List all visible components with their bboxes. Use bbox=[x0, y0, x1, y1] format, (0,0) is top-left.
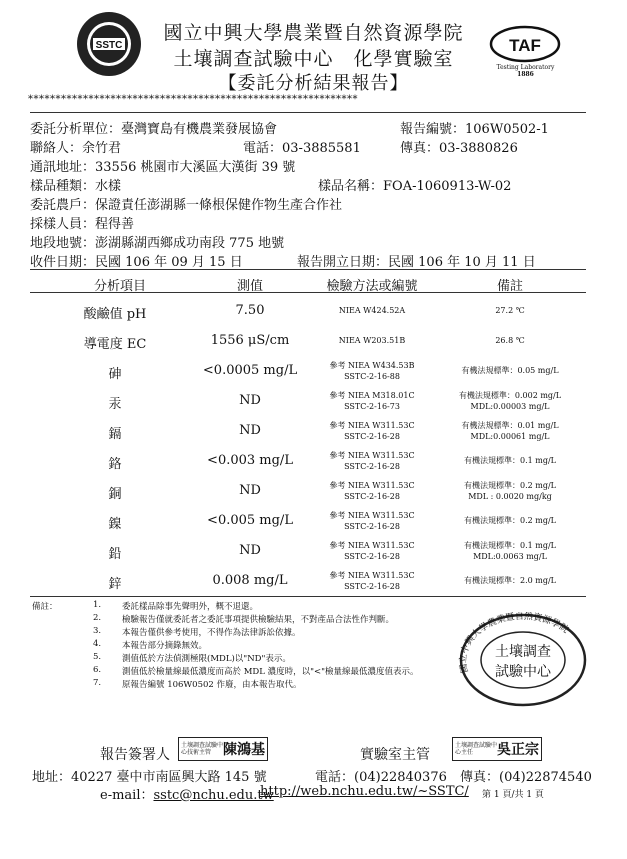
row-value: <0.005 mg/L bbox=[207, 513, 293, 528]
report-number-label: 報告編號： bbox=[400, 122, 466, 137]
sample-name-value: FOA-1060913-W-02 bbox=[383, 179, 512, 194]
row-note-1: 有機法規標準：0.002 mg/L bbox=[458, 391, 562, 400]
header-value: 測值 bbox=[236, 279, 263, 294]
row-item: 鉻 bbox=[108, 457, 122, 472]
sample-type-value: 水樣 bbox=[95, 179, 122, 194]
header-method: 檢驗方法或編號 bbox=[326, 279, 418, 294]
row-method-1: 參考 NIEA W311.53C bbox=[329, 571, 415, 580]
contact-value: 余竹君 bbox=[82, 141, 122, 156]
location bbox=[30, 232, 284, 251]
location-label: 地段地號： bbox=[30, 236, 96, 251]
footer-address-label: 地址： bbox=[32, 770, 72, 785]
footer-phone-value: (04)22840376 bbox=[354, 770, 447, 785]
client-address-label: 通訊地址： bbox=[30, 160, 96, 175]
report-title: 【委託分析結果報告】 bbox=[218, 73, 409, 94]
farmer bbox=[30, 194, 342, 213]
row-value: <0.0005 mg/L bbox=[202, 363, 298, 378]
client-unit bbox=[30, 118, 277, 137]
seal-line1: 土壤調查 bbox=[495, 644, 551, 660]
row-method-1: 參考 NIEA W311.53C bbox=[329, 541, 415, 550]
row-value: ND bbox=[239, 393, 261, 408]
note-number: 3. bbox=[93, 626, 102, 636]
farmer-value: 保證責任澎湖縣一條根保健作物生產合作社 bbox=[95, 198, 343, 213]
client-unit-label: 委託分析單位： bbox=[30, 122, 122, 137]
row-method-2: SSTC-2-16-28 bbox=[344, 462, 400, 471]
note-number: 4. bbox=[93, 639, 102, 649]
issued-date-value: 民國 106 年 10 月 11 日 bbox=[388, 255, 536, 270]
farmer-label: 委託農戶： bbox=[30, 198, 96, 213]
sampler bbox=[30, 213, 134, 232]
note-number: 2. bbox=[93, 613, 102, 623]
client-address-value: 33556 桃園市大溪區大漢街 39 號 bbox=[95, 160, 296, 175]
note-number: 5. bbox=[93, 652, 102, 662]
client-unit-value: 臺灣寶島有機農業發展協會 bbox=[121, 122, 278, 137]
row-method-2: SSTC-2-16-28 bbox=[344, 582, 400, 591]
row-item: 酸鹼值 pH bbox=[83, 307, 147, 322]
page-number: 第 1 頁/共 1 頁 bbox=[482, 790, 544, 800]
header-remark: 備註 bbox=[496, 279, 523, 294]
row-note-1: 有機法規標準：0.1 mg/L bbox=[464, 541, 556, 550]
lab-seal bbox=[458, 612, 588, 708]
row-note-1: 27.2 ℃ bbox=[495, 306, 525, 315]
footer-website-link[interactable]: http://web.nchu.edu.tw/~SSTC/ bbox=[260, 784, 469, 799]
star-divider: ************************************************************ bbox=[28, 94, 358, 105]
client-phone-label: 電話： bbox=[243, 141, 283, 156]
note-text: 原報告編號 106W0502 作廢，由本報告取代。 bbox=[122, 680, 302, 690]
footer-fax-label: 傳真： bbox=[460, 770, 500, 785]
row-note-2: MDL:0.00061 mg/L bbox=[470, 432, 550, 441]
row-value: 0.008 mg/L bbox=[212, 573, 288, 588]
table-top-line bbox=[30, 269, 586, 270]
footer-phone-label: 電話： bbox=[315, 770, 355, 785]
row-item: 汞 bbox=[108, 397, 122, 412]
director-label: 實驗室主管 bbox=[360, 747, 430, 763]
client-fax-value: 03-3880826 bbox=[439, 141, 518, 156]
received-date-value: 民國 106 年 09 月 15 日 bbox=[95, 255, 243, 270]
row-item: 導電度 EC bbox=[83, 337, 147, 352]
row-note-1: 有機法規標準：0.1 mg/L bbox=[464, 456, 556, 465]
row-method-1: 參考 NIEA W311.53C bbox=[329, 421, 415, 430]
note-text: 測值低於方法偵測極限(MDL)以"ND"表示。 bbox=[122, 654, 291, 664]
footer-phone bbox=[315, 766, 447, 785]
table-header-line bbox=[30, 292, 586, 293]
taf-sub2: 1886 bbox=[517, 71, 534, 78]
note-text: 本報告部分摘錄無效。 bbox=[122, 641, 208, 651]
contact-label: 聯絡人： bbox=[30, 141, 83, 156]
header-item: 分析項目 bbox=[93, 279, 146, 294]
footer-email-label: e-mail： bbox=[100, 788, 154, 803]
note-number: 6. bbox=[93, 665, 102, 675]
row-note-1: 有機法規標準：0.05 mg/L bbox=[461, 366, 559, 375]
notes-label: 備註： bbox=[32, 602, 58, 612]
row-value: ND bbox=[239, 423, 261, 438]
signer-stamp-title: 土壤調查試驗中心技術主管 bbox=[181, 742, 224, 756]
row-method-1: NIEA W203.51B bbox=[338, 336, 406, 345]
signer-name: 陳鴻基 bbox=[223, 742, 265, 758]
row-note-1: 有機法規標準：2.0 mg/L bbox=[464, 576, 556, 585]
sample-name bbox=[318, 175, 511, 194]
report-number-value: 106W0502-1 bbox=[465, 122, 549, 137]
row-note-1: 有機法規標準：0.01 mg/L bbox=[461, 421, 559, 430]
received-date-label: 收件日期： bbox=[30, 255, 96, 270]
seal-line2: 試驗中心 bbox=[495, 664, 551, 680]
director-stamp bbox=[452, 737, 542, 761]
taf-lettering: TAF bbox=[509, 36, 541, 55]
note-text: 測值低於檢量線最低濃度而高於 MDL 濃度時，以"<"檢量線最低濃度值表示。 bbox=[122, 667, 419, 677]
footer-email-link[interactable]: sstc@nchu.edu.tw bbox=[153, 788, 274, 803]
sample-name-label: 樣品名稱： bbox=[318, 179, 384, 194]
row-note-2: MDL : 0.0020 mg/kg bbox=[468, 492, 552, 501]
row-method-2: SSTC-2-16-28 bbox=[344, 492, 400, 501]
row-method-2: SSTC-2-16-73 bbox=[344, 402, 400, 411]
row-method-1: NIEA W424.52A bbox=[338, 306, 406, 315]
row-item: 鉛 bbox=[108, 547, 122, 562]
director-stamp-title: 土壤調查試驗中心主任 bbox=[455, 742, 498, 756]
client-phone-value: 03-3885581 bbox=[282, 141, 361, 156]
row-value: ND bbox=[239, 483, 261, 498]
report-number bbox=[400, 118, 549, 137]
signer-stamp bbox=[178, 737, 268, 761]
row-value: <0.003 mg/L bbox=[207, 453, 293, 468]
row-item: 砷 bbox=[108, 367, 122, 382]
issued-date bbox=[297, 251, 536, 270]
client-fax bbox=[400, 137, 518, 156]
row-item: 鎘 bbox=[108, 427, 122, 442]
row-note-2: MDL:0.00003 mg/L bbox=[470, 402, 550, 411]
issued-date-label: 報告開立日期： bbox=[297, 255, 389, 270]
row-value: ND bbox=[239, 543, 261, 558]
row-note-1: 有機法規標準：0.2 mg/L bbox=[464, 516, 556, 525]
row-value: 1556 μS/cm bbox=[210, 333, 290, 348]
note-text: 委託樣品除事先聲明外，概不退還。 bbox=[122, 602, 259, 612]
footer-address bbox=[32, 766, 267, 785]
sample-type bbox=[30, 175, 121, 194]
seal-outer-text: 國立中興大學農業暨自然資源學院 bbox=[458, 612, 571, 674]
row-method-2: SSTC-2-16-88 bbox=[344, 372, 400, 381]
footer-fax bbox=[460, 766, 592, 785]
contact bbox=[30, 137, 121, 156]
taf-sub1: Testing Laboratory bbox=[496, 64, 555, 71]
row-method-1: 參考 NIEA M318.01C bbox=[329, 391, 415, 400]
row-note-1: 有機法規標準：0.2 mg/L bbox=[464, 481, 556, 490]
signer-label: 報告簽署人 bbox=[100, 747, 170, 763]
sample-type-label: 樣品種類： bbox=[30, 179, 96, 194]
client-address bbox=[30, 156, 295, 175]
sampler-value: 程得善 bbox=[95, 217, 135, 232]
row-item: 銅 bbox=[108, 487, 122, 502]
taf-caption bbox=[488, 64, 563, 78]
table-bottom-line bbox=[30, 596, 586, 597]
sampler-label: 採樣人員： bbox=[30, 217, 96, 232]
note-number: 7. bbox=[93, 678, 102, 688]
note-text: 本報告僅供參考使用，不得作為法律訴訟依據。 bbox=[122, 628, 301, 638]
row-method-2: SSTC-2-16-28 bbox=[344, 552, 400, 561]
row-method-1: 參考 NIEA W311.53C bbox=[329, 511, 415, 520]
director-name: 吳正宗 bbox=[497, 742, 539, 758]
row-method-1: 參考 NIEA W434.53B bbox=[329, 361, 415, 370]
client-fax-label: 傳真： bbox=[400, 141, 440, 156]
row-note-2: MDL:0.0063 mg/L bbox=[473, 552, 547, 561]
row-method-2: SSTC-2-16-28 bbox=[344, 432, 400, 441]
logo-lettering: SSTC bbox=[95, 40, 123, 51]
client-phone bbox=[243, 137, 361, 156]
row-value: 7.50 bbox=[235, 303, 265, 318]
footer-fax-value: (04)22874540 bbox=[499, 770, 592, 785]
row-item: 鋅 bbox=[108, 577, 122, 592]
footer-address-value: 40227 臺中市南區興大路 145 號 bbox=[71, 770, 267, 785]
divider-line bbox=[30, 112, 586, 113]
institute-title: 國立中興大學農業暨自然資源學院 bbox=[163, 22, 464, 44]
lab-title: 土壤調查試驗中心 化學實驗室 bbox=[173, 48, 454, 70]
row-note-1: 26.8 ℃ bbox=[495, 336, 525, 345]
location-value: 澎湖縣湖西鄉成功南段 775 地號 bbox=[95, 236, 285, 251]
row-method-2: SSTC-2-16-28 bbox=[344, 522, 400, 531]
note-number: 1. bbox=[93, 600, 102, 610]
note-text: 檢驗報告僅就委託者之委託事項提供檢驗結果，不對產品合法性作判斷。 bbox=[122, 615, 395, 625]
row-method-1: 參考 NIEA W311.53C bbox=[329, 451, 415, 460]
row-item: 鎳 bbox=[108, 517, 122, 532]
footer-email bbox=[100, 784, 274, 803]
received-date bbox=[30, 251, 243, 270]
row-method-1: 參考 NIEA W311.53C bbox=[329, 481, 415, 490]
